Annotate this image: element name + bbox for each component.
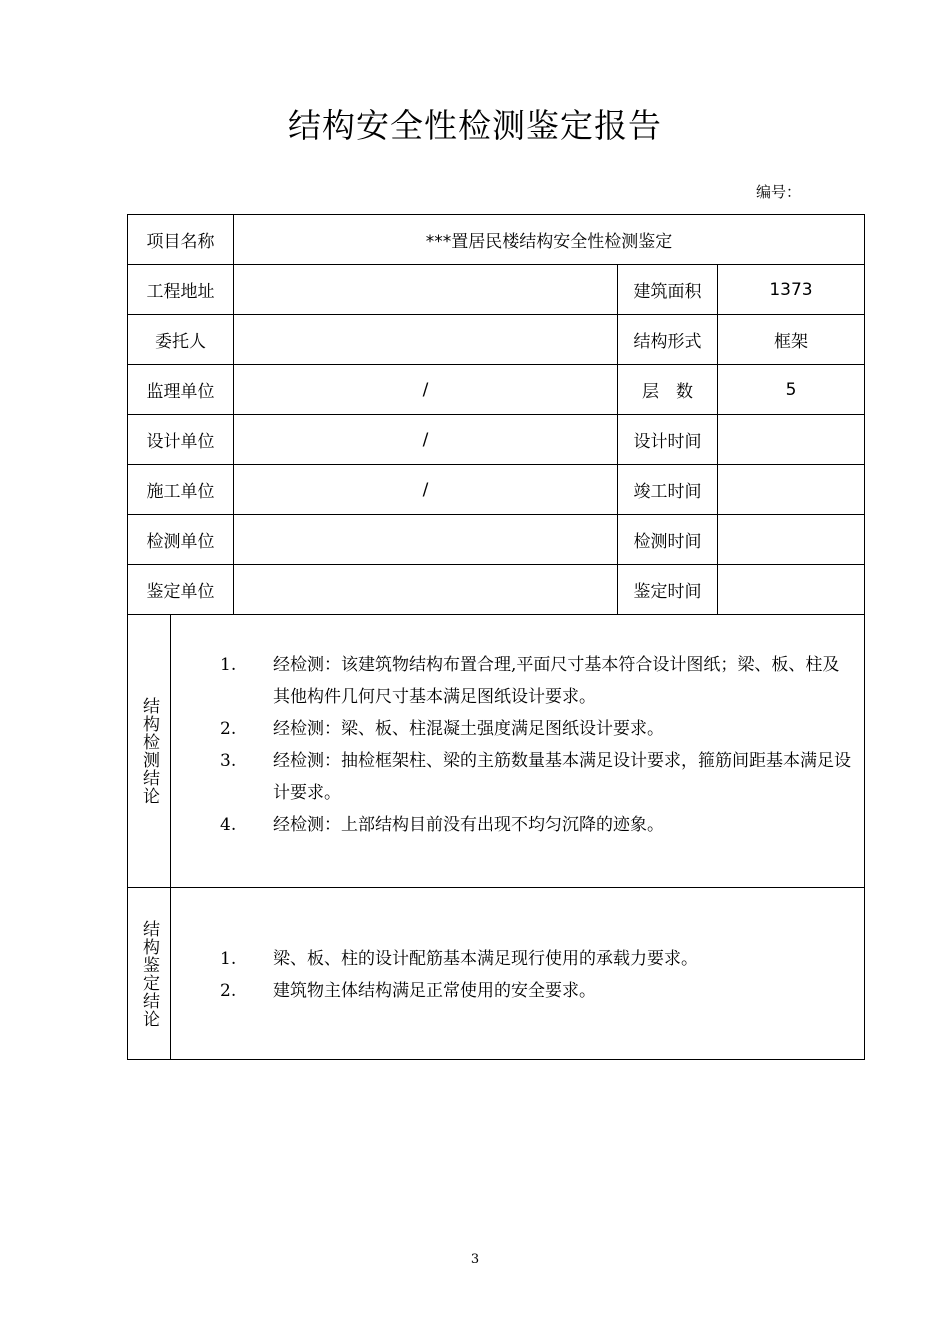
row-appraisal-conclusion bbox=[128, 888, 865, 1060]
client-value bbox=[234, 315, 618, 365]
item-number: 2. bbox=[220, 981, 237, 1001]
appraisal-conclusion-label-cell bbox=[128, 888, 171, 1060]
inspection-conclusion-label: 结构检测结论 bbox=[139, 697, 159, 805]
inspection-conclusion-content bbox=[171, 615, 865, 888]
row-inspector bbox=[128, 515, 865, 565]
appraisal-conclusion-label: 结构鉴定结论 bbox=[139, 919, 159, 1028]
list-item bbox=[171, 943, 856, 975]
supervisor-label: 监理单位 bbox=[128, 365, 234, 415]
client-label: 委托人 bbox=[128, 315, 234, 365]
appraisal-conclusion-list bbox=[171, 943, 864, 1007]
address-label: 工程地址 bbox=[128, 265, 234, 315]
list-item bbox=[171, 975, 856, 1007]
list-item bbox=[171, 649, 856, 713]
structure-type-value: 框架 bbox=[718, 315, 865, 365]
item-number: 3. bbox=[220, 751, 237, 771]
item-text: 建筑物主体结构满足正常使用的安全要求。 bbox=[273, 981, 596, 1001]
project-name-value: ***置居民楼结构安全性检测鉴定 bbox=[234, 215, 865, 265]
address-value bbox=[234, 265, 618, 315]
item-text: 经检测：该建筑物结构布置合理,平面尺寸基本符合设计图纸；梁、板、柱及其他构件几何尺寸基本满足图纸设计要求。 bbox=[273, 655, 840, 707]
project-name-label: 项目名称 bbox=[128, 215, 234, 265]
list-item bbox=[171, 809, 856, 841]
floors-label: 层 数 bbox=[618, 365, 718, 415]
item-number: 1. bbox=[220, 949, 237, 969]
row-client bbox=[128, 315, 865, 365]
row-appraiser bbox=[128, 565, 865, 615]
building-area-label: 建筑面积 bbox=[618, 265, 718, 315]
report-form-table bbox=[127, 214, 865, 1060]
designer-label: 设计单位 bbox=[128, 415, 234, 465]
item-number: 2. bbox=[220, 719, 237, 739]
inspection-time-label: 检测时间 bbox=[618, 515, 718, 565]
report-title: 结构安全性检测鉴定报告 bbox=[288, 106, 662, 145]
design-time-value bbox=[718, 415, 865, 465]
item-text: 经检测：上部结构目前没有出现不均匀沉降的迹象。 bbox=[273, 815, 664, 835]
supervisor-value: / bbox=[234, 365, 618, 415]
inspection-conclusion-label-cell bbox=[128, 615, 171, 888]
designer-value: / bbox=[234, 415, 618, 465]
row-designer bbox=[128, 415, 865, 465]
item-text: 梁、板、柱的设计配筋基本满足现行使用的承载力要求。 bbox=[273, 949, 698, 969]
row-builder bbox=[128, 465, 865, 515]
design-time-label: 设计时间 bbox=[618, 415, 718, 465]
item-number: 4. bbox=[220, 815, 237, 835]
row-supervisor bbox=[128, 365, 865, 415]
completion-time-value bbox=[718, 465, 865, 515]
item-text: 经检测：梁、板、柱混凝土强度满足图纸设计要求。 bbox=[273, 719, 664, 739]
inspector-value bbox=[234, 515, 618, 565]
completion-time-label: 竣工时间 bbox=[618, 465, 718, 515]
appraiser-value bbox=[234, 565, 618, 615]
list-item bbox=[171, 745, 856, 809]
page-number: 3 bbox=[470, 1252, 480, 1267]
list-item bbox=[171, 713, 856, 745]
builder-label: 施工单位 bbox=[128, 465, 234, 515]
row-address bbox=[128, 265, 865, 315]
builder-value: / bbox=[234, 465, 618, 515]
appraiser-label: 鉴定单位 bbox=[128, 565, 234, 615]
building-area-value: 1373 bbox=[718, 265, 865, 315]
row-project-name bbox=[128, 215, 865, 265]
row-inspection-conclusion bbox=[128, 615, 865, 888]
structure-type-label: 结构形式 bbox=[618, 315, 718, 365]
appraisal-time-value bbox=[718, 565, 865, 615]
item-number: 1. bbox=[220, 655, 237, 675]
document-number-label: 编号： bbox=[756, 183, 802, 201]
inspection-conclusion-list bbox=[171, 649, 864, 841]
appraisal-conclusion-content bbox=[171, 888, 865, 1060]
inspection-time-value bbox=[718, 515, 865, 565]
appraisal-time-label: 鉴定时间 bbox=[618, 565, 718, 615]
floors-value: 5 bbox=[718, 365, 865, 415]
inspector-label: 检测单位 bbox=[128, 515, 234, 565]
item-text: 经检测：抽检框架柱、梁的主筋数量基本满足设计要求，箍筋间距基本满足设计要求。 bbox=[273, 751, 851, 803]
